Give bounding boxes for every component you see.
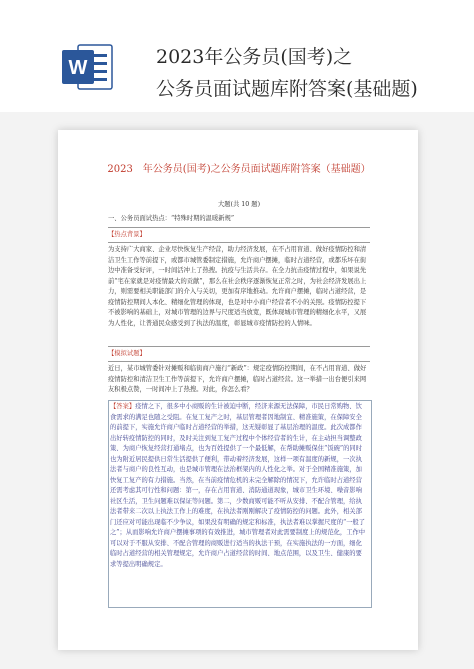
answer-block [110,402,368,604]
divider [108,227,370,228]
hot-background-text: 为支持广大商家、企业尽快恢复生产经营，助力经济发展，在不占用盲道、做好疫情防控和清洁卫生工作等前提下，或都市城管委制定措施，允许商户摆摊，临时占道经营，或都乐坏在街边中准备受好评，一时间活冲上了热搜。抗疫与生活共存。在全力抗击疫情过程中，如果说先前“宅在家就是对疫情最大的贡献”，那么在社会秩序逐渐恢复正常之时，为社会经济发展出上力，则需要相关职能部门的介入与关切，更加有序地推动。允许商户摆摊，临时占道经营，是疫情防控期间人本化、精细化管理的体现，也是对中小商户经营者不小的关照。疫情防控提下不被影响的基础上，对城市管理的边界与尺度适当放宽，既体现城市管理的精细化水平，又展为人性化，让普通民众感受到了执法的温度，彰显城市疫情防控的人情味。 [108,246,367,327]
simulated-question-label: 【模拟试题】 [108,350,146,357]
svg-text:W: W [68,57,88,79]
hot-background-label: 【热点背景】 [108,231,146,238]
divider [108,242,370,243]
header [0,0,474,112]
divider [108,346,370,347]
document-heading: 2023 年公务员(国考)之公务员面试题库附答案（基础题） [107,164,371,175]
simulated-question-text: 近日，某市城管委针对摊贩和临街商户施行“新政”：规定疫情防控期间，在不占用盲道、做好疫情防控和清洁卫生工作等前提下，允许商户摆摊，临时占道经营。这一举措一出台便引来网友积极点赞，一时间冲上了热搜。对此，你怎么看？ [108,365,367,393]
word-document-icon [62,42,114,92]
document-title-line-1: 2023年公务员(国考)之 [156,46,353,68]
document-title-line-2: 公务员面试题库附答案(基础题) [156,78,418,100]
answer-text: 疫情之下，很多中小商贩的生计被迫中断，经济来源无法保障，市民日常购物、饮食需求的满足也随之受阻。在复工复产之时，基层管理者因地制宜、精准施策，在保障安全的前提下，实施允许商户临时占道经营的举措，这无疑彰显了基层治理的温度。此次成都作出好转疫情防控的同时，及时关注到复工复产过程中个体经营者的生计，在主动担当调整政策、为商户恢复经营打通堵点，也为百姓提供了一个最低解，在帮助摊贩保住“饭碗”的同时也为附近居民提供日常生活提供了便利，带动着经济发展，这样一项有温度的新规，一次执法者与商户的良性互动，也是城市管理在法治框架内的人性化之举。对于全国精准施策，加快复工复产的有力措施。当然，在当前疫情危机的未完全解除的情况下，允许临时占道经营还需考虑其可行性和问题：第一，存在占用盲道、消防通道现象，城市卫生环境、噪音影响社区生活，卫生问题难以保证等问题。第二，少数商贩可能不听从安排、不配合管理，给执法者带来二次以上执法工作上的难度，在执法者刚刚解决了疫情防控的问题。此外，相关部门还应对可能出现临不少争议，如果没有明确的规定和标准，执法者难以掌握尺度的“一般了之”；从而影响允许商户摆摊事项的有效推进，城市管理者对此需要制度上的规范化，工作中可以对于不服从安排、不配合管理的商贩进行适当的执法干预，在实施执法的一方面，细化临时占道经营的相关管理规定，允许商户占道经营的时间、地点范围，以及卫生、健康的要求等提出明确规定。 [110,403,366,568]
answer-label: 【答案】 [110,403,136,410]
question-heading: 一、公务员面试热点：“特殊时期的温暖新规” [108,215,235,222]
divider [108,361,370,362]
document-page [58,130,418,650]
document-subtitle: 大题(共 10 题) [217,201,261,208]
